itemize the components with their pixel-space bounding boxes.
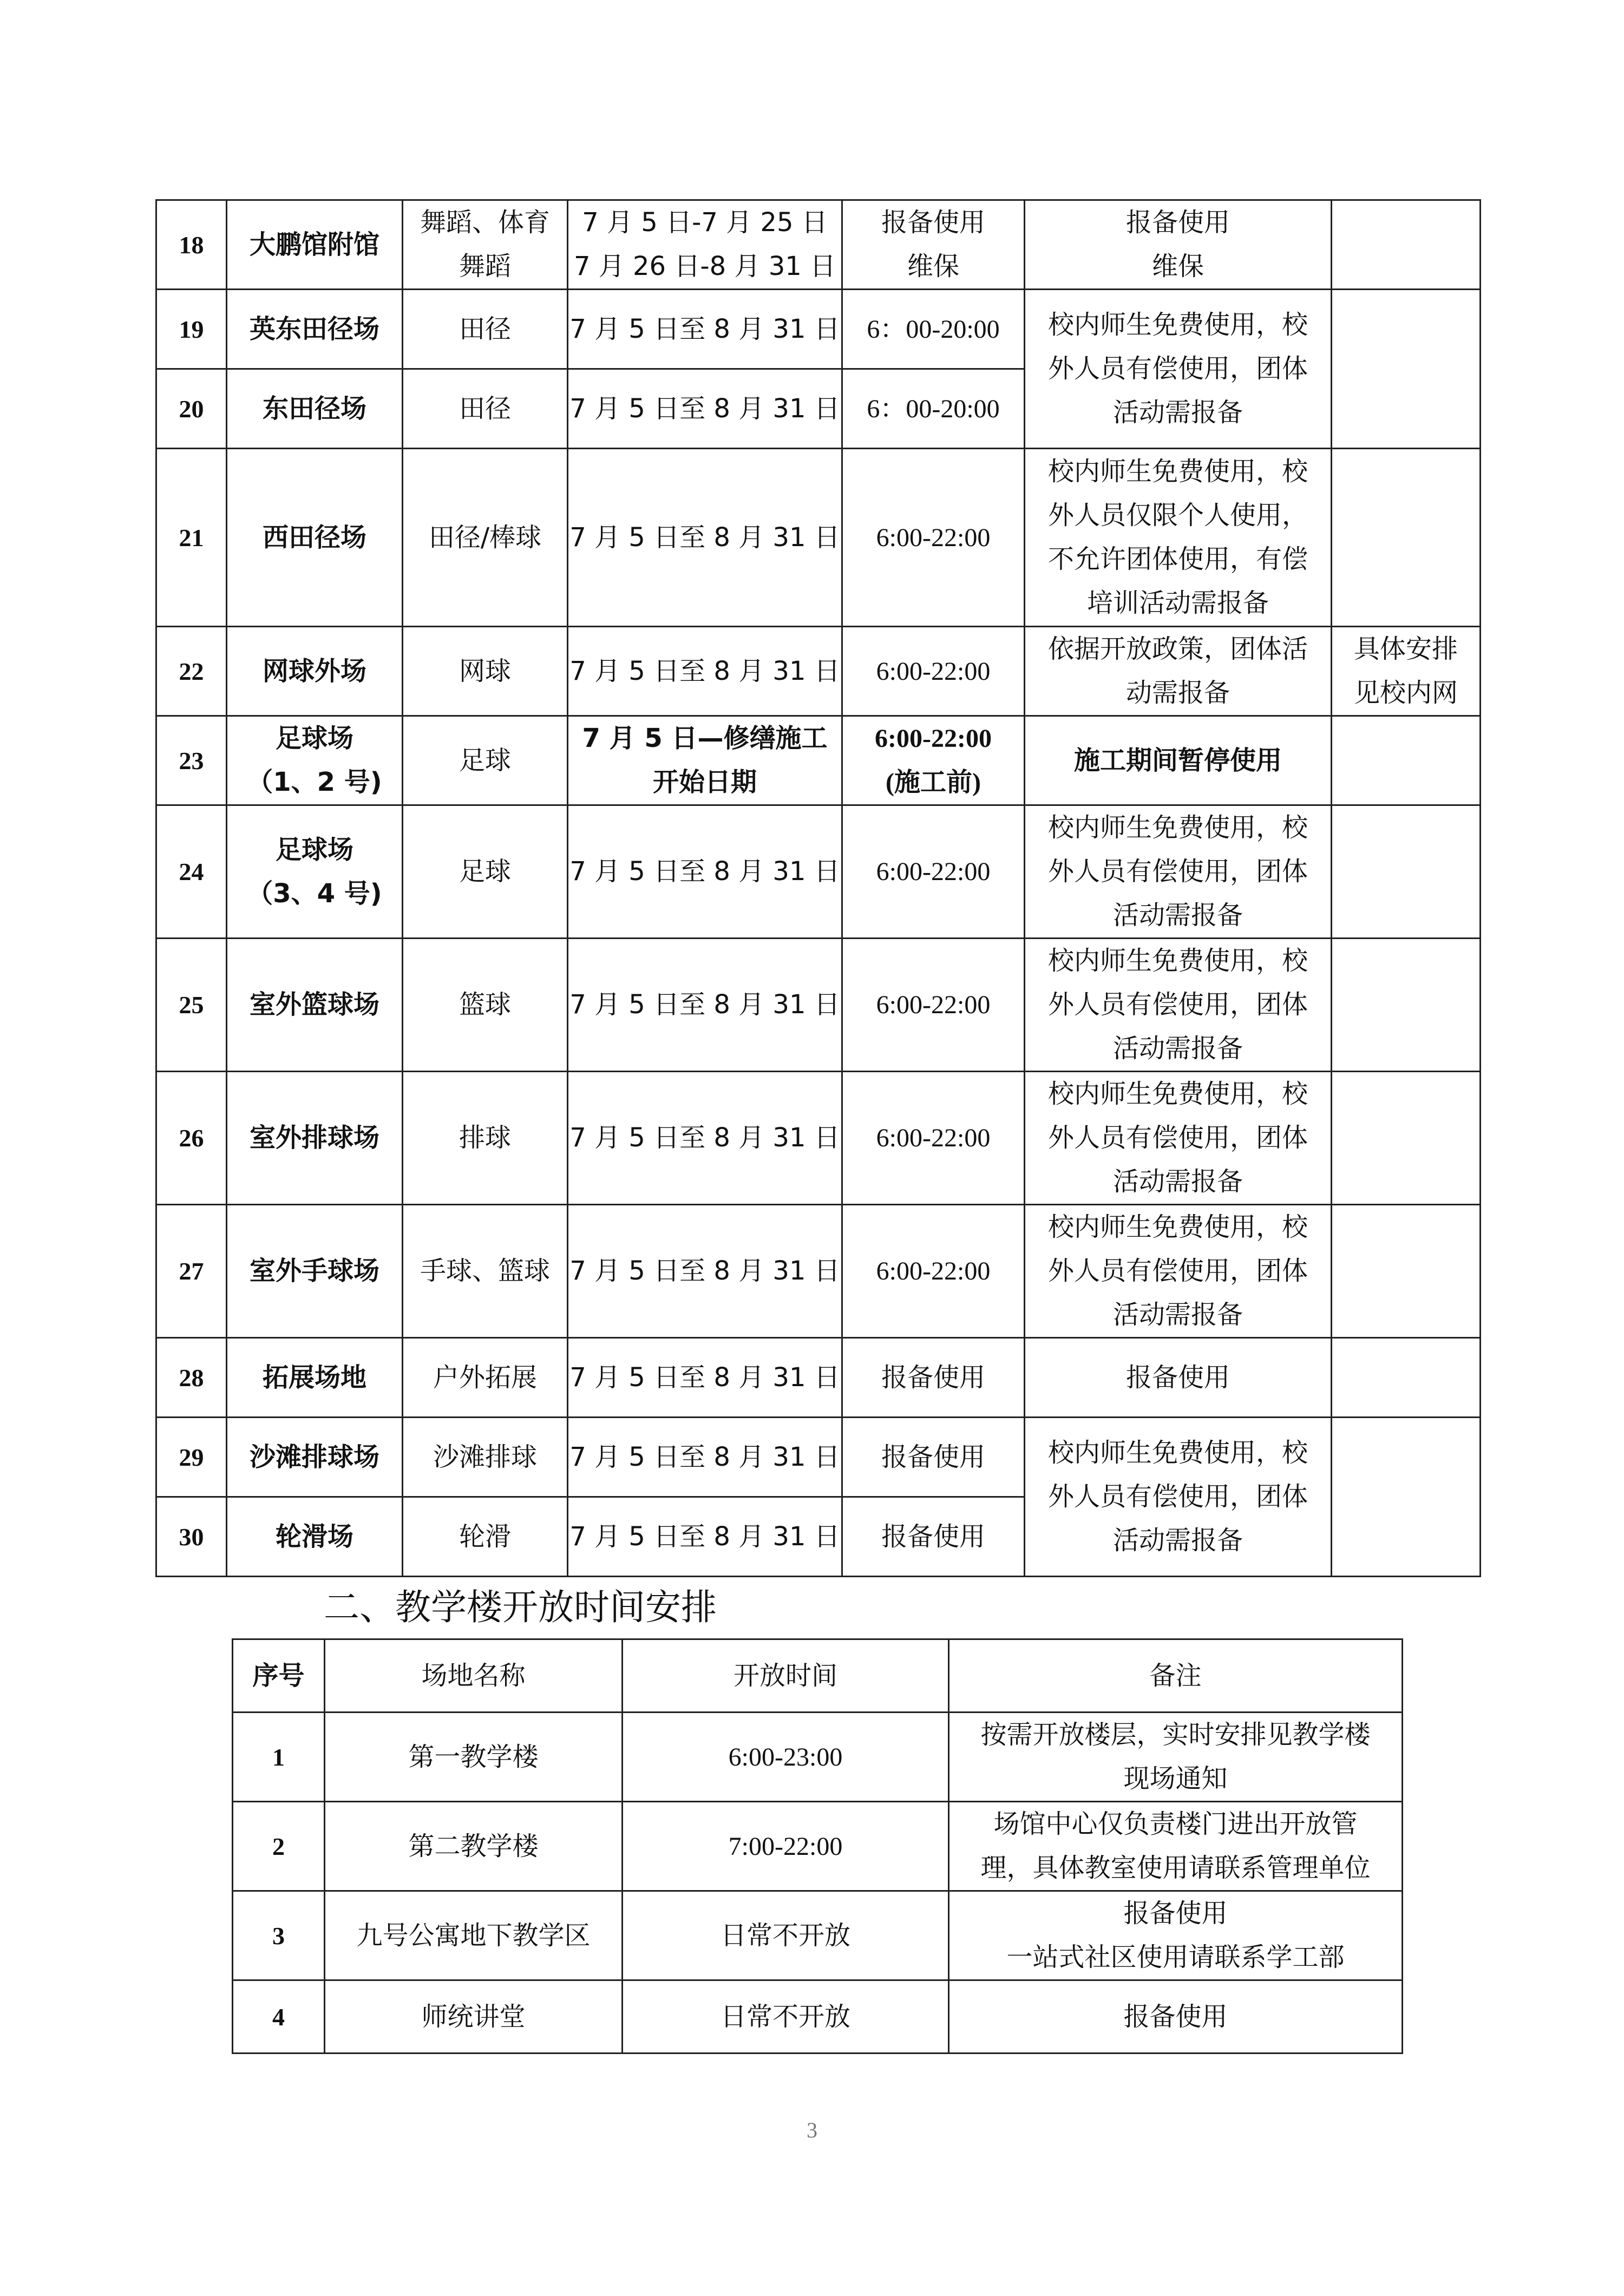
venue-name: 第二教学楼 (325, 1802, 623, 1891)
activity-type: 舞蹈、体育 舞蹈 (403, 200, 568, 290)
venue-name: 拓展场地 (227, 1338, 403, 1418)
row-number: 25 (156, 939, 227, 1072)
usage-policy: 校内师生免费使用，校 外人员有偿使用，团体 活动需报备 (1025, 1072, 1332, 1205)
header-open-time: 开放时间 (623, 1639, 949, 1713)
usage-policy: 校内师生免费使用，校 外人员有偿使用，团体 活动需报备 (1025, 1418, 1332, 1577)
header-index: 序号 (233, 1639, 325, 1713)
open-time: 6:00-22:00 (842, 939, 1025, 1072)
row-number: 18 (156, 200, 227, 290)
table-row (233, 1891, 1403, 1980)
activity-type: 沙滩排球 (403, 1418, 568, 1497)
usage-policy: 校内师生免费使用，校 外人员仅限个人使用， 不允许团体使用，有偿 培训活动需报备 (1025, 449, 1332, 627)
section-title: 二、教学楼开放时间安排 (324, 1586, 717, 1628)
row-number: 26 (156, 1072, 227, 1205)
remarks: 场馆中心仅负责楼门进出开放管 理，具体教室使用请联系管理单位 (949, 1802, 1403, 1891)
header-venue-name: 场地名称 (325, 1639, 623, 1713)
row-number: 23 (156, 716, 227, 805)
activity-type: 田径 (403, 369, 568, 449)
usage-policy: 施工期间暂停使用 (1025, 716, 1332, 805)
activity-type: 轮滑 (403, 1497, 568, 1577)
venue-name: 师统讲堂 (325, 1980, 623, 2054)
venue-name: 室外排球场 (227, 1072, 403, 1205)
usage-policy: 报备使用 (1025, 1338, 1332, 1418)
row-number: 2 (233, 1802, 325, 1891)
teaching-building-table (232, 1638, 1403, 2054)
row-number: 20 (156, 369, 227, 449)
row-number: 1 (233, 1713, 325, 1802)
open-dates: 7 月 5 日至 8 月 31 日 (568, 1338, 842, 1418)
open-time: 6:00-22:00 (842, 627, 1025, 716)
table-row (156, 1205, 1481, 1338)
remarks (1332, 1338, 1481, 1418)
venue-name: 英东田径场 (227, 290, 403, 369)
open-time: 日常不开放 (623, 1980, 949, 2054)
activity-type: 田径/棒球 (403, 449, 568, 627)
table-row (156, 1338, 1481, 1418)
open-dates: 7 月 5 日至 8 月 31 日 (568, 290, 842, 369)
row-number: 28 (156, 1338, 227, 1418)
venue-name: 室外手球场 (227, 1205, 403, 1338)
row-number: 22 (156, 627, 227, 716)
open-dates: 7 月 5 日—修缮施工 开始日期 (568, 716, 842, 805)
remarks (1332, 1072, 1481, 1205)
table-row (156, 939, 1481, 1072)
open-dates: 7 月 5 日至 8 月 31 日 (568, 369, 842, 449)
open-dates: 7 月 5 日至 8 月 31 日 (568, 449, 842, 627)
open-time: 6:00-22:00 (施工前) (842, 716, 1025, 805)
usage-policy: 校内师生免费使用，校 外人员有偿使用，团体 活动需报备 (1025, 805, 1332, 939)
page-number: 3 (807, 2118, 817, 2142)
table-row (233, 1713, 1403, 1802)
table-row (156, 1072, 1481, 1205)
remarks: 按需开放楼层，实时安排见教学楼 现场通知 (949, 1713, 1403, 1802)
remarks: 具体安排 见校内网 (1332, 627, 1481, 716)
row-number: 29 (156, 1418, 227, 1497)
table-row (156, 200, 1481, 290)
remarks: 报备使用 一站式社区使用请联系学工部 (949, 1891, 1403, 1980)
header-remarks: 备注 (949, 1639, 1403, 1713)
venue-schedule-table (155, 199, 1481, 1577)
open-dates: 7 月 5 日至 8 月 31 日 (568, 939, 842, 1072)
remarks (1332, 805, 1481, 939)
table-row (156, 290, 1481, 369)
open-time: 6：00-20:00 (842, 369, 1025, 449)
usage-policy: 校内师生免费使用，校 外人员有偿使用，团体 活动需报备 (1025, 939, 1332, 1072)
usage-policy: 校内师生免费使用，校 外人员有偿使用，团体 活动需报备 (1025, 1205, 1332, 1338)
open-dates: 7 月 5 日至 8 月 31 日 (568, 1205, 842, 1338)
open-dates: 7 月 5 日至 8 月 31 日 (568, 627, 842, 716)
open-time: 6:00-22:00 (842, 1072, 1025, 1205)
open-dates: 7 月 5 日至 8 月 31 日 (568, 1072, 842, 1205)
row-number: 27 (156, 1205, 227, 1338)
venue-name: 轮滑场 (227, 1497, 403, 1577)
remarks (1332, 1418, 1481, 1577)
venue-name: 足球场 （3、4 号) (227, 805, 403, 939)
venue-name: 西田径场 (227, 449, 403, 627)
table-row (156, 1418, 1481, 1497)
open-time: 6:00-22:00 (842, 805, 1025, 939)
remarks: 报备使用 (949, 1980, 1403, 2054)
table-row (156, 805, 1481, 939)
open-time: 报备使用 (842, 1497, 1025, 1577)
open-time: 日常不开放 (623, 1891, 949, 1980)
table-row (156, 449, 1481, 627)
open-dates: 7 月 5 日至 8 月 31 日 (568, 805, 842, 939)
row-number: 24 (156, 805, 227, 939)
open-time: 报备使用 维保 (842, 200, 1025, 290)
activity-type: 足球 (403, 716, 568, 805)
row-number: 4 (233, 1980, 325, 2054)
table-row (156, 716, 1481, 805)
remarks (1332, 939, 1481, 1072)
venue-name: 第一教学楼 (325, 1713, 623, 1802)
remarks (1332, 449, 1481, 627)
open-dates: 7 月 5 日至 8 月 31 日 (568, 1497, 842, 1577)
open-dates: 7 月 5 日-7 月 25 日 7 月 26 日-8 月 31 日 (568, 200, 842, 290)
open-time: 7:00-22:00 (623, 1802, 949, 1891)
row-number: 21 (156, 449, 227, 627)
open-time: 报备使用 (842, 1338, 1025, 1418)
row-number: 19 (156, 290, 227, 369)
usage-policy: 校内师生免费使用，校 外人员有偿使用，团体 活动需报备 (1025, 290, 1332, 449)
table-row (233, 1980, 1403, 2054)
table-row (156, 627, 1481, 716)
usage-policy: 报备使用 维保 (1025, 200, 1332, 290)
venue-name: 九号公寓地下教学区 (325, 1891, 623, 1980)
activity-type: 手球、篮球 (403, 1205, 568, 1338)
table-header-row (233, 1639, 1403, 1713)
activity-type: 网球 (403, 627, 568, 716)
open-time: 6：00-20:00 (842, 290, 1025, 369)
open-dates: 7 月 5 日至 8 月 31 日 (568, 1418, 842, 1497)
venue-name: 室外篮球场 (227, 939, 403, 1072)
remarks (1332, 290, 1481, 449)
activity-type: 篮球 (403, 939, 568, 1072)
activity-type: 田径 (403, 290, 568, 369)
venue-name: 沙滩排球场 (227, 1418, 403, 1497)
activity-type: 足球 (403, 805, 568, 939)
open-time: 报备使用 (842, 1418, 1025, 1497)
open-time: 6:00-23:00 (623, 1713, 949, 1802)
remarks (1332, 716, 1481, 805)
row-number: 3 (233, 1891, 325, 1980)
venue-name: 大鹏馆附馆 (227, 200, 403, 290)
open-time: 6:00-22:00 (842, 449, 1025, 627)
remarks (1332, 1205, 1481, 1338)
usage-policy: 依据开放政策，团体活 动需报备 (1025, 627, 1332, 716)
remarks (1332, 200, 1481, 290)
venue-name: 东田径场 (227, 369, 403, 449)
open-time: 6:00-22:00 (842, 1205, 1025, 1338)
activity-type: 排球 (403, 1072, 568, 1205)
row-number: 30 (156, 1497, 227, 1577)
venue-name: 网球外场 (227, 627, 403, 716)
activity-type: 户外拓展 (403, 1338, 568, 1418)
table-row (233, 1802, 1403, 1891)
venue-name: 足球场 （1、2 号) (227, 716, 403, 805)
